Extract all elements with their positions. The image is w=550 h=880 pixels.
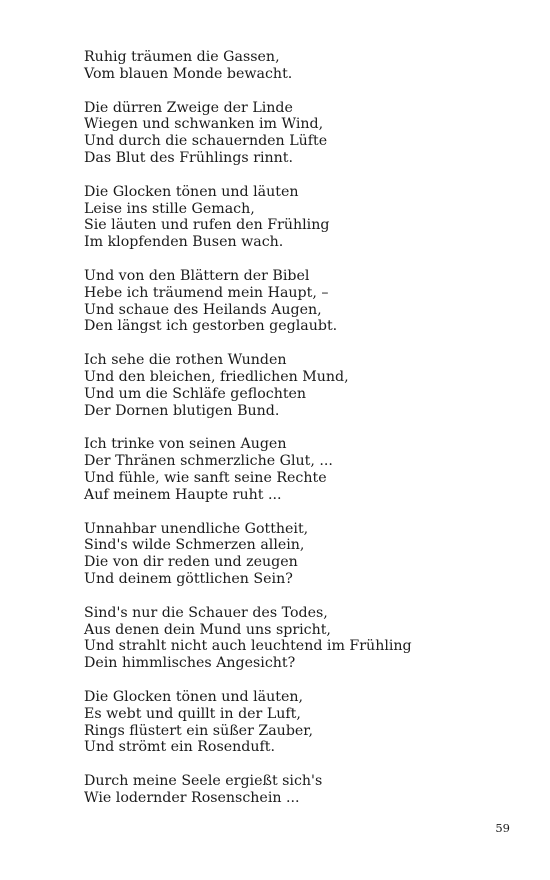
poem-line: Dein himmlisches Angesicht? [84, 655, 296, 672]
poem-stanza [84, 689, 524, 756]
poem-line: Die Glocken tönen und läuten, [84, 688, 303, 705]
poem-line: Unnahbar unendliche Gottheit, [84, 520, 309, 537]
poem-line: Das Blut des Frühlings rinnt. [84, 149, 293, 166]
poem-line: Und durch die schauernden Lüfte [84, 133, 328, 150]
poem-line: Wiegen und schwanken im Wind, [84, 116, 324, 133]
poem-line: Sind's nur die Schauer des Todes, [84, 604, 328, 621]
poem-line: Und deinem göttlichen Sein? [84, 570, 293, 587]
poem-line: Rings flüstert ein süßer Zauber, [84, 722, 314, 739]
poem-line: Und strömt ein Rosenduft. [84, 739, 275, 756]
poem-line: Und fühle, wie sanft seine Rechte [84, 469, 327, 486]
poem-line: Sind's wilde Schmerzen allein, [84, 537, 305, 554]
poem-line: Und von den Blättern der Bibel [84, 267, 310, 284]
poem-stanza [84, 268, 524, 335]
poem-stanza [84, 100, 524, 167]
poem-line: Der Dornen blutigen Bund. [84, 402, 280, 419]
poem-line: Aus denen dein Mund uns spricht, [84, 621, 331, 638]
poem-line: Wie lodernder Rosenschein ... [84, 789, 300, 806]
poem-stanza [84, 521, 524, 588]
poem-line: Auf meinem Haupte ruht ... [84, 486, 282, 503]
poem-line: Sie läuten und rufen den Frühling [84, 217, 330, 234]
page-number: 59 [495, 821, 510, 835]
poem-stanza [84, 352, 524, 419]
poem-line: Durch meine Seele ergießt sich's [84, 773, 323, 790]
poem-line: Ich trinke von seinen Augen [84, 436, 287, 453]
poem-stanza [84, 436, 524, 503]
poem-line: Leise ins stille Gemach, [84, 200, 255, 217]
poem-text [84, 49, 524, 824]
poem-line: Die von dir reden und zeugen [84, 554, 298, 571]
poem-line: Vom blauen Monde bewacht. [84, 65, 293, 82]
poem-line: Und um die Schläfe geflochten [84, 385, 307, 402]
poem-line: Und den bleichen, friedlichen Mund, [84, 368, 349, 385]
poem-line: Der Thränen schmerzliche Glut, ... [84, 453, 333, 470]
poem-line: Und schaue des Heilands Augen, [84, 301, 322, 318]
poem-stanza [84, 773, 524, 807]
poem-line: Die dürren Zweige der Linde [84, 99, 293, 116]
poem-line: Den längst ich gestorben geglaubt. [84, 318, 338, 335]
poem-line: Und strahlt nicht auch leuchtend im Frühling [84, 638, 412, 655]
poem-line: Ich sehe die rothen Wunden [84, 352, 287, 369]
poem-line: Die Glocken tönen und läuten [84, 183, 299, 200]
poem-line: Ruhig träumen die Gassen, [84, 49, 280, 65]
poem-line: Im klopfenden Busen wach. [84, 234, 284, 251]
poem-line: Es webt und quillt in der Luft, [84, 705, 301, 722]
poem-stanza [84, 49, 524, 83]
poem-stanza [84, 605, 524, 672]
poem-line: Hebe ich träumend mein Haupt, – [84, 284, 329, 301]
poem-stanza [84, 184, 524, 251]
